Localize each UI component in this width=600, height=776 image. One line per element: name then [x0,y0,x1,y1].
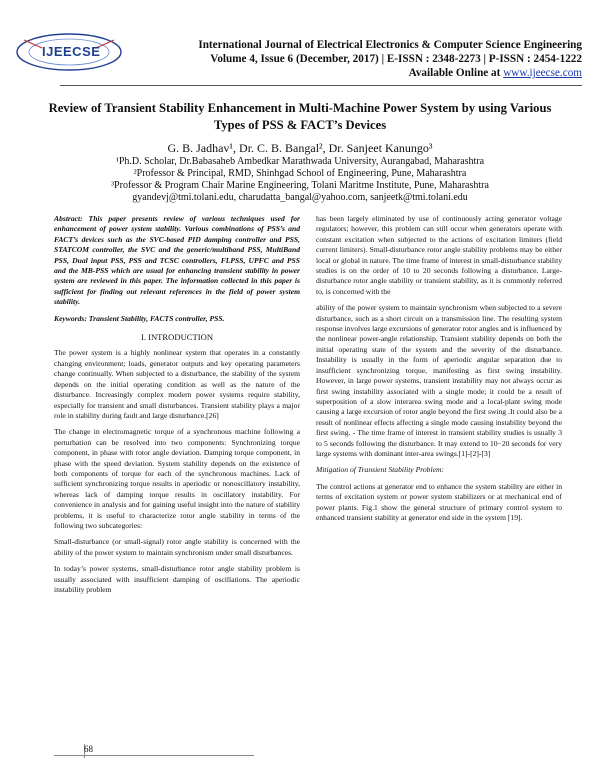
page-number: 68 [84,744,93,754]
paragraph: The change in electromagnetic torque of a synchronous machine following a perturbation can be resolved into two components: Synchronizing torque component, in phase with rotor angle deviation. Damping torque component, in phase with the speed deviation. System stability depends on the existence of both components of torque for each of the synchronous machines. Lack of sufficient synchronizing torque results in aperiodic or nonoscillatory instability, whereas lack of damping torque results in oscillatory instability. For convenience in analysis and for gaining useful insight into the nature of stability problems, it is useful to characterize rotor angle stability in terms of the following two subcategories: [54,427,300,530]
journal-header [198,38,582,80]
journal-volume: Volume 4, Issue 6 (December, 2017) | E-ISSN : 2348-2273 | P-ISSN : 2454-1222 [210,53,582,65]
paragraph: In today’s power systems, small-disturbance rotor angle stability problem is usually associated with insufficient damping of oscillations. The aperiodic instability problem [54,564,300,594]
keywords: Keywords: Transient Stability, FACTS controller, PSS. [54,313,225,323]
author-emails: gyandevj@tmi.tolani.edu, charudatta_bangal@yahoo.com, sanjeetk@tmi.tolani.edu [132,192,468,203]
paragraph: Small-disturbance (or small-signal) rotor angle stability is concerned with the ability of the power system to maintain synchronism under small disturbances. [54,537,300,557]
available-label: Available Online at [408,67,501,79]
paragraph: has been largely eliminated by use of continuously acting generator voltage regulators; however, this problem can still occur when generators operate with constant excitation when subjected to the actions of excitation limiters (field current limiters). Small-disturbance rotor angle stability problems may be either local or global in nature. The time frame of interest in small-disturbance stability studies is on the order of 10 to 20 seconds following a disturbance. Large-disturbance rotor angle stability or transient stability, as it is commonly referred to, is concerned with the [316,214,562,296]
paragraph: ability of the power system to maintain synchronism when subjected to a severe disturbance, such as a short circuit on a transmission line. The resulting system response involves large excursions of generator rotor angles and is influenced by the nonlinear power-angle relationship. Transient stability depends on both the initial operating state of the system and the severity of the disturbance. Instability is usually in the form of aperiodic angular separation due to insufficient synchronizing torque, manifesting as first swing instability. However, in large power systems, transient instability may not always occur as first swing instability associated with a single mode; it could be a result of superposition of a slow interarea swing mode and a local-plant swing mode causing a large excursion of rotor angle beyond the first swing .It could also be a result of nonlinear effects affecting a single mode causing instability beyond the first swing. - The time frame of interest in transient stability studies is usually 3 to 5 seconds following the disturbance. It may extend to 10−20 seconds for very large systems with dominant inter-area swings.[1]-[2]-[3] [316,303,562,458]
journal-name: International Journal of Electrical Electronics & Computer Science Engineering [198,39,582,51]
author-block [30,142,570,204]
subheading-mitigation: Mitigation of Transient Stability Problem: [316,465,444,475]
paragraph: The power system is a highly nonlinear system that operates in a constantly changing environment; loads, generator outputs and key operating parameters change continually. When subjected to a disturbance, the stability of the system depends on the initial operating condition as well as the nature of the disturbance. Increasingly complex modern power systems require stability, especially for transient and small disturbances. Transient stability plays a major role in stability during fault and large disturbance.[26] [54,348,300,420]
author-names: G. B. Jadhav¹, Dr. C. B. Bangal², Dr. Sanjeet Kanungo³ [167,141,433,155]
affiliation-2: ²Professor & Principal, RMD, Shinhgad School of Engineering, Pune, Maharashtra [133,168,467,179]
journal-url-link[interactable]: www.ijeecse.com [503,67,582,79]
header-rule [60,85,582,86]
section-heading-introduction: I. INTRODUCTION [140,332,214,343]
paragraph: The control actions at generator end to enhance the system stability are either in terms of excitation system or power system stabilizers or at mechanical end of power plants. Fig.1 show the general structure of primary control system to enhanced transient stability at generator end side in the system [19]. [316,481,562,522]
journal-availability [198,66,582,80]
right-column [316,214,562,529]
paper-title: Review of Transient Stability Enhancement in Multi-Machine Power System by using Various Types of PSS & FACT’s Devices [48,101,552,132]
affiliation-1: ¹Ph.D. Scholar, Dr.Babasaheb Ambedkar Marathwada University, Aurangabad, Maharashtra [115,156,485,167]
abstract: Abstract: This paper presents review of various techniques used for enhancement of power system stability. Various combinations of PSS’s and FACT’s devices such as the SVC-based PID damping controller and PSS, STATCOM controller, the SVC and the generic/multiband PSS, MultiBand PSS, Dual input PSS, PSS and TCSC controllers, FLPSS, UPFC and PSS and the MB-PSS which are usual for enhancing transient stability in power system are reviewed in this paper. The information collected in this paper is sufficient for finding out relevant references in the field of power system stability. [54,214,300,307]
affiliation-3: ³Professor & Program Chair Marine Engineering, Tolani Maritme Institute, Pune, Maharashtra [111,180,489,191]
left-column [54,214,300,601]
logo-text: IJEECSE [42,44,101,59]
journal-logo [14,30,124,74]
